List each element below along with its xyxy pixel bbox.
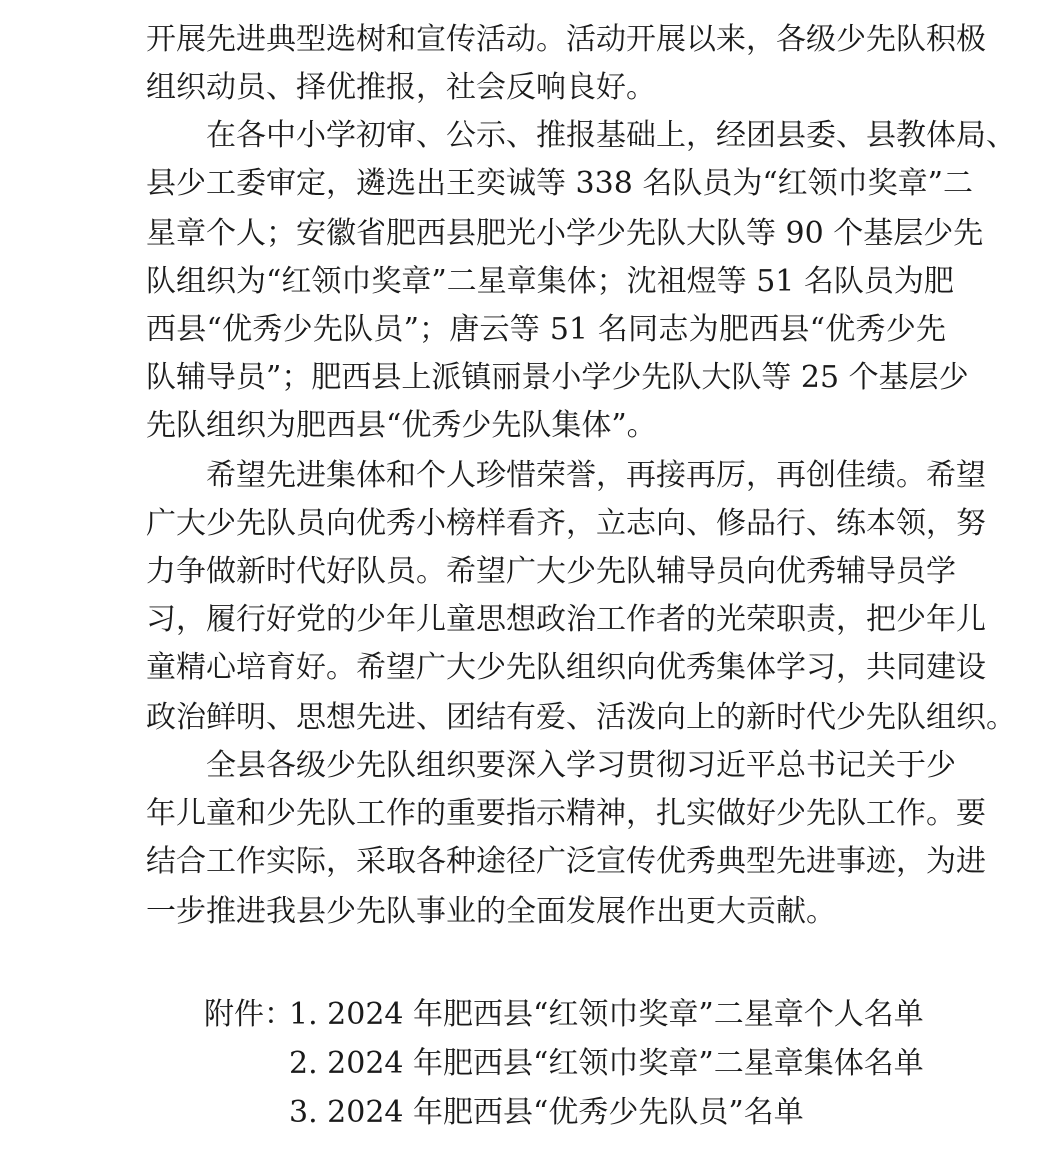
paragraph-3-line-5: 童精心培育好。希望广大少先队组织向优秀集体学习，共同建设 bbox=[146, 650, 986, 685]
paragraph-4-line-1: 全县各级少先队组织要深入学习贯彻习近平总书记关于少 bbox=[206, 748, 956, 783]
paragraph-4-line-2: 年儿童和少先队工作的重要指示精神，扎实做好少先队工作。要 bbox=[146, 796, 986, 831]
paragraph-3-line-2: 广大少先队员向优秀小榜样看齐，立志向、修品行、练本领，努 bbox=[146, 506, 986, 541]
paragraph-2-line-3: 星章个人；安徽省肥西县肥光小学少先队大队等 90 个基层少先 bbox=[146, 216, 984, 251]
paragraph-2-line-5: 西县“优秀少先队员”；唐云等 51 名同志为肥西县“优秀少先 bbox=[146, 312, 946, 347]
paragraph-1-line-1: 开展先进典型选树和宣传活动。活动开展以来，各级少先队积极 bbox=[146, 22, 986, 57]
paragraph-3-line-3: 力争做新时代好队员。希望广大少先队辅导员向优秀辅导员学 bbox=[146, 554, 956, 589]
paragraph-3-line-4: 习，履行好党的少年儿童思想政治工作者的光荣职责，把少年儿 bbox=[146, 602, 986, 637]
paragraph-1-line-2: 组织动员、择优推报，社会反响良好。 bbox=[146, 70, 656, 105]
paragraph-2-line-6: 队辅导员”；肥西县上派镇丽景小学少先队大队等 25 个基层少 bbox=[146, 360, 969, 395]
paragraph-4-line-3: 结合工作实际，采取各种途径广泛宣传优秀典型先进事迹，为进 bbox=[146, 844, 986, 879]
attachment-item-2: 2. 2024 年肥西县“红领巾奖章”二星章集体名单 bbox=[289, 1046, 924, 1081]
attachment-item-3: 3. 2024 年肥西县“优秀少先队员”名单 bbox=[289, 1095, 804, 1130]
paragraph-2-line-1: 在各中小学初审、公示、推报基础上，经团县委、县教体局、 bbox=[206, 118, 1016, 153]
paragraph-3-line-6: 政治鲜明、思想先进、团结有爱、活泼向上的新时代少先队组织。 bbox=[146, 700, 1016, 735]
attachment-item-1: 1. 2024 年肥西县“红领巾奖章”二星章个人名单 bbox=[289, 997, 924, 1032]
paragraph-4-line-4: 一步推进我县少先队事业的全面发展作出更大贡献。 bbox=[146, 894, 836, 929]
attachments-label: 附件： bbox=[204, 997, 294, 1032]
paragraph-2-line-2: 县少工委审定，遴选出王奕诚等 338 名队员为“红领巾奖章”二 bbox=[146, 166, 974, 201]
paragraph-3-line-1: 希望先进集体和个人珍惜荣誉，再接再厉，再创佳绩。希望 bbox=[206, 458, 986, 493]
paragraph-2-line-7: 先队组织为肥西县“优秀少先队集体”。 bbox=[146, 408, 657, 443]
paragraph-2-line-4: 队组织为“红领巾奖章”二星章集体；沈祖煜等 51 名队员为肥 bbox=[146, 264, 954, 299]
